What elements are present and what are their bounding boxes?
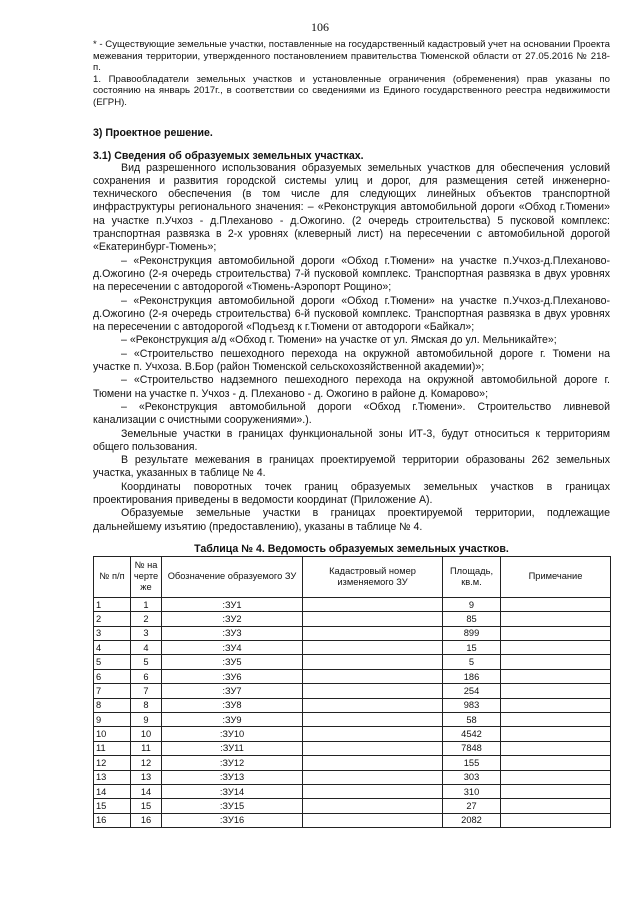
cell-designation: :ЗУ14	[162, 784, 303, 798]
header-drawing: № на черте же	[131, 556, 162, 597]
cell-np: 11	[94, 741, 131, 755]
cell-np: 8	[94, 698, 131, 712]
cell-np: 16	[94, 813, 131, 827]
table-row	[94, 698, 611, 712]
cell-np: 9	[94, 713, 131, 727]
cell-area: 186	[443, 669, 501, 683]
cell-drawing: 1	[131, 597, 162, 611]
cell-area: 9	[443, 597, 501, 611]
cell-area: 85	[443, 612, 501, 626]
cell-np: 14	[94, 784, 131, 798]
cell-area: 155	[443, 756, 501, 770]
cell-designation: :ЗУ11	[162, 741, 303, 755]
cell-cadastral	[303, 727, 443, 741]
cell-cadastral	[303, 784, 443, 798]
cell-note	[501, 698, 611, 712]
table-row	[94, 756, 611, 770]
cell-drawing: 13	[131, 770, 162, 784]
cell-designation: :ЗУ12	[162, 756, 303, 770]
table-row	[94, 641, 611, 655]
cell-note	[501, 655, 611, 669]
paragraph-zone: Земельные участки в границах функциональной зоны ИТ-3, будут относиться к территориям общего пользования.	[93, 427, 610, 453]
table-row	[94, 612, 611, 626]
cell-drawing: 5	[131, 655, 162, 669]
cell-drawing: 15	[131, 799, 162, 813]
paragraph-intro: Вид разрешенного использования образуемых земельных участков для обеспечения условий сохранения и развития городской системы улиц и дорог, для размещения сетей инженерно-технического обеспечения (в том числе для следующих линейных объектов транспортной инфраструктуры регионального значения: – «Реконструкция автомобильной дороги «Обход г.Тюмени» на участке п.Учхоз - д.Плеханово - д.Ожогино. (2 очередь строительства) 5 пусковой комплекс: транспортная развязка в 2-х уровнях (клеверный лист) на пересечении с автомобильной дорогой «Екатеринбург-Тюмень»;	[93, 161, 610, 254]
cell-np: 4	[94, 641, 131, 655]
cell-note	[501, 684, 611, 698]
cell-area: 310	[443, 784, 501, 798]
cell-np: 10	[94, 727, 131, 741]
cell-drawing: 4	[131, 641, 162, 655]
table-row	[94, 799, 611, 813]
cell-designation: :ЗУ10	[162, 727, 303, 741]
cell-area: 5	[443, 655, 501, 669]
cell-note	[501, 597, 611, 611]
cell-drawing: 14	[131, 784, 162, 798]
cell-np: 13	[94, 770, 131, 784]
paragraph-item: – «Реконструкция а/д «Обход г. Тюмени» на участке от ул. Ямская до ул. Мельникайте»;	[121, 334, 557, 347]
table-row	[94, 770, 611, 784]
section-heading: 3) Проектное решение.	[93, 126, 213, 139]
cell-np: 12	[94, 756, 131, 770]
cell-designation: :ЗУ15	[162, 799, 303, 813]
cell-drawing: 12	[131, 756, 162, 770]
cell-np: 5	[94, 655, 131, 669]
header-cadastral: Кадастровый номер изменяемого ЗУ	[303, 556, 443, 597]
cell-area: 254	[443, 684, 501, 698]
cell-area: 7848	[443, 741, 501, 755]
cell-designation: :ЗУ6	[162, 669, 303, 683]
cell-note	[501, 741, 611, 755]
cell-note	[501, 612, 611, 626]
cell-cadastral	[303, 813, 443, 827]
cell-designation: :ЗУ16	[162, 813, 303, 827]
cell-np: 1	[94, 597, 131, 611]
land-plots-table	[93, 556, 611, 828]
cell-note	[501, 641, 611, 655]
cell-area: 15	[443, 641, 501, 655]
paragraph-item: – «Реконструкция автомобильной дороги «Обход г.Тюмени» на участке п.Учхоз-д.Плеханово-д.Ожогино (2-я очередь строительства) 6-й пусковой комплекс. Транспортная развязка в двух уровнях на пересечении с автодорогой «Подъезд к г.Тюмени от автодороги «Байкал»;	[93, 294, 610, 334]
footnote-one: 1. Правообладатели земельных участков и установленные ограничения (обременения) прав указаны по состоянию на январь 2017г., в соответствии со сведениями из Единого государственного реестра недвижимости (ЕГРН).	[93, 73, 610, 108]
table-row	[94, 597, 611, 611]
cell-note	[501, 669, 611, 683]
cell-area: 27	[443, 799, 501, 813]
table-row	[94, 727, 611, 741]
cell-drawing: 6	[131, 669, 162, 683]
table-title: Таблица № 4. Ведомость образуемых земельных участков.	[194, 542, 509, 555]
cell-note	[501, 784, 611, 798]
cell-designation: :ЗУ3	[162, 626, 303, 640]
cell-drawing: 2	[131, 612, 162, 626]
cell-designation: :ЗУ5	[162, 655, 303, 669]
cell-area: 983	[443, 698, 501, 712]
cell-designation: :ЗУ9	[162, 713, 303, 727]
cell-area: 2082	[443, 813, 501, 827]
cell-drawing: 11	[131, 741, 162, 755]
cell-cadastral	[303, 669, 443, 683]
header-note: Примечание	[501, 556, 611, 597]
paragraph-withdrawal: Образуемые земельные участки в границах проектируемой территории, подлежащие дальнейшему изъятию (предоставлению), указаны в таблице № 4.	[93, 507, 610, 533]
table-row	[94, 741, 611, 755]
cell-cadastral	[303, 756, 443, 770]
cell-area: 899	[443, 626, 501, 640]
page-number: 106	[311, 20, 329, 34]
cell-designation: :ЗУ7	[162, 684, 303, 698]
cell-cadastral	[303, 684, 443, 698]
document-body	[93, 39, 610, 828]
cell-designation: :ЗУ2	[162, 612, 303, 626]
paragraph-result: В результате межевания в границах проектируемой территории образованы 262 земельных участка, указанных в таблице № 4.	[93, 454, 610, 480]
cell-area: 303	[443, 770, 501, 784]
footnote-star: * - Существующие земельные участки, поставленные на государственный кадастровый учет на основании Проекта межевания территории, утвержденного постановлением правительства Тюменской области от 27.05.2016 № 218-п.	[93, 39, 610, 74]
table-row	[94, 669, 611, 683]
cell-cadastral	[303, 713, 443, 727]
cell-note	[501, 756, 611, 770]
cell-drawing: 9	[131, 713, 162, 727]
cell-drawing: 10	[131, 727, 162, 741]
cell-cadastral	[303, 799, 443, 813]
table-row	[94, 655, 611, 669]
table-row	[94, 684, 611, 698]
cell-drawing: 7	[131, 684, 162, 698]
table-body	[94, 597, 611, 827]
subsection-heading: 3.1) Сведения об образуемых земельных участках.	[93, 149, 364, 162]
paragraph-coordinates: Координаты поворотных точек границ образуемых земельных участков в границах проектирования приведены в ведомости координат (Приложение А).	[93, 480, 610, 506]
cell-np: 2	[94, 612, 131, 626]
cell-area: 4542	[443, 727, 501, 741]
cell-note	[501, 813, 611, 827]
cell-cadastral	[303, 612, 443, 626]
cell-drawing: 16	[131, 813, 162, 827]
header-np: № п/п	[94, 556, 131, 597]
cell-cadastral	[303, 655, 443, 669]
cell-cadastral	[303, 597, 443, 611]
cell-note	[501, 770, 611, 784]
cell-drawing: 8	[131, 698, 162, 712]
cell-cadastral	[303, 641, 443, 655]
paragraph-item: – «Строительство надземного пешеходного перехода на окружной автомобильной дороге г. Тюмени на участке п. Учхоз - д. Плеханово - д. Ожогино в районе д. Комарово»;	[93, 374, 610, 400]
cell-designation: :ЗУ1	[162, 597, 303, 611]
cell-area: 58	[443, 713, 501, 727]
cell-np: 15	[94, 799, 131, 813]
cell-designation: :ЗУ4	[162, 641, 303, 655]
cell-note	[501, 799, 611, 813]
cell-drawing: 3	[131, 626, 162, 640]
cell-designation: :ЗУ8	[162, 698, 303, 712]
cell-cadastral	[303, 741, 443, 755]
paragraph-item: – «Реконструкция автомобильной дороги «Обход г.Тюмени» на участке п.Учхоз-д.Плеханово-д.Ожогино (2-я очередь строительства) 7-й пусковой комплекс. Транспортная развязка в двух уровнях на пересечении с автодорогой «Тюмень-Аэропорт Рощино»;	[93, 254, 610, 294]
cell-note	[501, 626, 611, 640]
cell-designation: :ЗУ13	[162, 770, 303, 784]
cell-np: 3	[94, 626, 131, 640]
table-header-row	[94, 556, 611, 597]
table-row	[94, 626, 611, 640]
cell-cadastral	[303, 698, 443, 712]
table-row	[94, 813, 611, 827]
table-row	[94, 784, 611, 798]
paragraph-item: – «Строительство пешеходного перехода на окружной автомобильной дороге г. Тюмени на участке п. Учхоза. В.Бор (район Тюменской сельскохозяйственной академии)»;	[93, 347, 610, 374]
table-row	[94, 713, 611, 727]
cell-note	[501, 727, 611, 741]
cell-cadastral	[303, 770, 443, 784]
paragraph-item: – «Реконструкция автомобильной дороги «Обход г.Тюмени». Строительство ливневой канализации с очистными сооружениями».).	[93, 400, 610, 427]
cell-np: 6	[94, 669, 131, 683]
header-designation: Обозначение образуемого ЗУ	[162, 556, 303, 597]
cell-note	[501, 713, 611, 727]
header-area: Площадь, кв.м.	[443, 556, 501, 597]
cell-cadastral	[303, 626, 443, 640]
cell-np: 7	[94, 684, 131, 698]
